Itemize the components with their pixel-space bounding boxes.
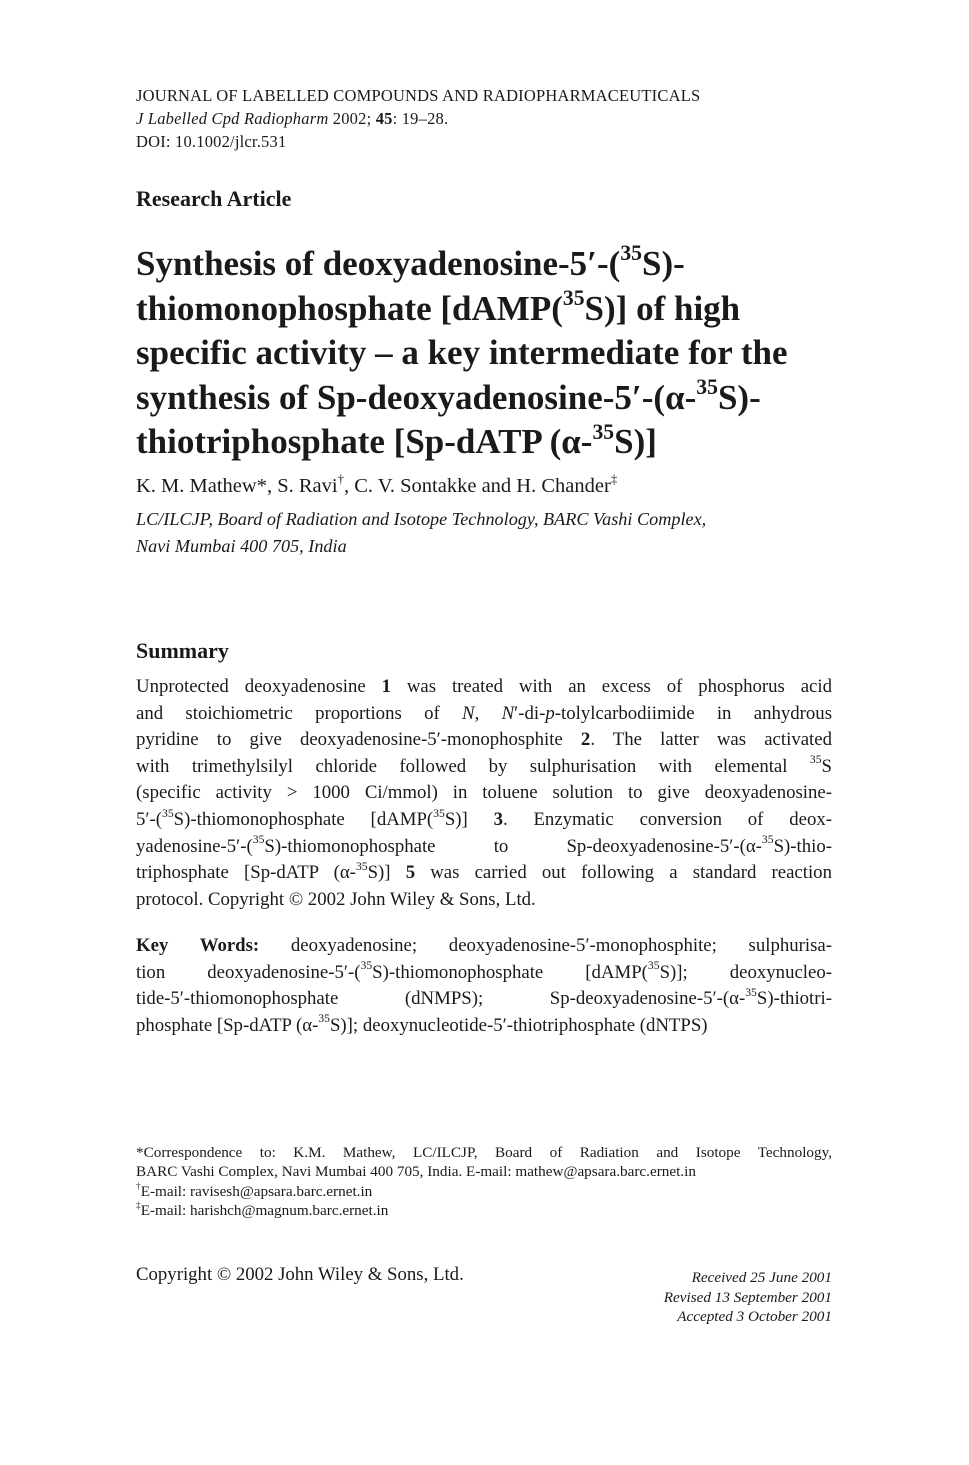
double-dagger-mark: ‡ — [610, 471, 618, 486]
superscript: 35 — [745, 985, 757, 999]
title-text: thiotriphosphate [Sp-dATP (α- — [136, 422, 593, 462]
double-dagger-mark: ‡ — [136, 1201, 141, 1212]
summary-line — [136, 860, 832, 887]
manuscript-dates — [560, 1268, 832, 1327]
summary-text: ′-di- — [514, 702, 546, 724]
keywords-line — [136, 960, 832, 987]
keywords — [136, 933, 832, 1039]
footnote-chander — [136, 1201, 832, 1220]
summary-line — [136, 807, 832, 834]
summary-line — [136, 674, 832, 701]
keywords-text: S)]; deoxynucleotide-5′-thiotriphosphate (dNTPS) — [329, 1014, 708, 1036]
dagger-mark: † — [337, 471, 344, 486]
citation-pages: : 19–28. — [392, 109, 449, 128]
title-text: S)- — [717, 377, 761, 417]
doi: DOI: 10.1002/jlcr.531 — [136, 132, 287, 151]
summary-text: S)-thiomonophosphate [dAMP( — [173, 808, 434, 830]
title-line-3: specific activity – a key intermediate for the — [136, 333, 788, 373]
correspondence-line: *Correspondence to: K.M. Mathew, LC/ILCJP, Board of Radiation and Isotope Technology, — [136, 1144, 832, 1161]
affiliation-line: Navi Mumbai 400 705, India — [136, 536, 347, 556]
revised-date: Revised 13 September 2001 — [663, 1288, 832, 1306]
keywords-text: tion deoxyadenosine-5′-( — [136, 961, 361, 983]
compound-number: 2 — [580, 729, 591, 751]
compound-number: 1 — [381, 676, 391, 697]
citation-year: 2002; — [332, 109, 372, 128]
summary-text: S)] — [367, 862, 406, 884]
title-text: thiomonophosphate [dAMP( — [136, 288, 563, 328]
article-title — [136, 242, 856, 465]
authors — [136, 471, 618, 498]
superscript: 35 — [355, 859, 368, 873]
summary-text: S)-thio- — [773, 835, 832, 857]
title-text: S)] — [614, 422, 657, 462]
summary-text: with trimethylsilyl chloride followed by sulphurisation with elemental — [136, 755, 810, 777]
citation-journal: J Labelled Cpd Radiopharm — [136, 109, 329, 128]
summary-text: . The latter was activated — [590, 729, 832, 751]
keywords-line — [136, 1013, 832, 1040]
summary-text: and stoichiometric proportions of — [136, 702, 463, 724]
summary-text: 5′-( — [136, 808, 163, 830]
affiliation — [136, 506, 836, 560]
title-superscript: 35 — [620, 241, 643, 266]
title-line-5 — [136, 420, 856, 465]
summary-text: S)-thiomonophosphate to Sp-deoxyadenosine-5′-(α- — [264, 835, 762, 857]
superscript: 35 — [318, 1012, 330, 1026]
summary-heading: Summary — [136, 638, 229, 663]
summary-text: pyridine to give deoxyadenosine-5′-monophosphite — [136, 729, 581, 751]
citation — [136, 107, 836, 130]
keywords-line — [136, 986, 832, 1013]
superscript: 35 — [360, 959, 373, 973]
summary-text: , — [474, 702, 502, 724]
copyright-notice: Copyright © 2002 John Wiley & Sons, Ltd. — [136, 1264, 464, 1285]
superscript: 35 — [252, 833, 265, 847]
citation-volume: 45 — [375, 109, 393, 128]
summary-text: -tolylcarbodiimide in anhydrous — [554, 702, 832, 724]
summary-text: S — [821, 755, 832, 777]
title-text: S)- — [642, 244, 685, 283]
dagger-mark: † — [136, 1181, 141, 1192]
author-text: K. M. Mathew*, S. Ravi — [136, 475, 338, 497]
summary-line — [136, 754, 832, 781]
title-text: S)] of high — [584, 288, 741, 328]
journal-header — [136, 84, 836, 153]
title-line-2 — [136, 287, 856, 332]
keywords-text: S)]; deoxynucleo- — [659, 961, 832, 983]
author-text: , C. V. Sontakke and H. Chander — [343, 475, 611, 497]
keywords-label: Key Words: — [136, 935, 260, 956]
superscript: 35 — [809, 753, 822, 767]
affiliation-line: LC/ILCJP, Board of Radiation and Isotope Technology, BARC Vashi Complex, — [136, 509, 707, 529]
keywords-text: tide-5′-thiomonophosphate (dNMPS); Sp-deoxyadenosine-5′-(α- — [136, 988, 746, 1010]
footnote-email: E-mail: harishch@magnum.barc.ernet.in — [140, 1202, 389, 1220]
title-text: Synthesis of deoxyadenosine-5′-( — [136, 244, 621, 283]
title-line-1 — [136, 242, 856, 287]
summary-italic: N — [462, 702, 475, 724]
summary-text: Unprotected deoxyadenosine — [136, 676, 382, 697]
footnote-email: E-mail: ravisesh@apsara.barc.ernet.in — [140, 1182, 373, 1200]
summary-text: S)] — [444, 808, 494, 830]
summary-line — [136, 727, 832, 754]
correspondence-line: BARC Vashi Complex, Navi Mumbai 400 705, India. E-mail: mathew@apsara.barc.ernet.in — [136, 1163, 696, 1181]
title-superscript: 35 — [592, 419, 615, 444]
keywords-line — [136, 933, 832, 960]
superscript: 35 — [761, 833, 774, 847]
accepted-date: Accepted 3 October 2001 — [677, 1308, 832, 1326]
summary-line: (specific activity > 1000 Ci/mmol) in toluene solution to give deoxyadenosine- — [136, 782, 832, 804]
summary-text: triphosphate [Sp-dATP (α- — [136, 862, 356, 884]
summary-text: was treated with an excess of phosphorus acid — [390, 676, 832, 697]
keywords-text: S)-thiomonophosphate [dAMP( — [372, 961, 648, 983]
correspondence-footnote — [136, 1143, 832, 1221]
keywords-text: phosphate [Sp-dATP (α- — [136, 1014, 319, 1036]
summary-italic: p — [545, 702, 555, 724]
received-date: Received 25 June 2001 — [691, 1269, 832, 1286]
superscript: 35 — [647, 959, 660, 973]
summary-body — [136, 674, 832, 913]
keywords-text: S)-thiotri- — [756, 988, 832, 1010]
superscript: 35 — [433, 806, 445, 820]
summary-text: yadenosine-5′-( — [136, 835, 253, 857]
summary-line — [136, 834, 832, 861]
compound-number: 3 — [493, 808, 503, 830]
superscript: 35 — [162, 806, 174, 820]
footnote-ravi — [136, 1182, 832, 1201]
summary-text: . Enzymatic conversion of deox- — [502, 808, 832, 830]
title-superscript: 35 — [562, 285, 585, 310]
summary-line — [136, 701, 832, 728]
summary-italic: N — [501, 702, 515, 724]
title-text: synthesis of Sp-deoxyadenosine-5′-(α- — [136, 377, 697, 417]
title-line-4 — [136, 376, 856, 421]
journal-name: JOURNAL OF LABELLED COMPOUNDS AND RADIOPHARMACEUTICALS — [136, 86, 701, 105]
keywords-text: deoxyadenosine; deoxyadenosine-5′-monophosphite; sulphurisa- — [259, 935, 832, 956]
article-type: Research Article — [136, 186, 292, 211]
compound-number: 5 — [405, 862, 416, 884]
summary-text: was carried out following a standard reaction — [415, 862, 832, 884]
summary-line: protocol. Copyright © 2002 John Wiley & Sons, Ltd. — [136, 888, 536, 910]
title-superscript: 35 — [696, 374, 718, 399]
